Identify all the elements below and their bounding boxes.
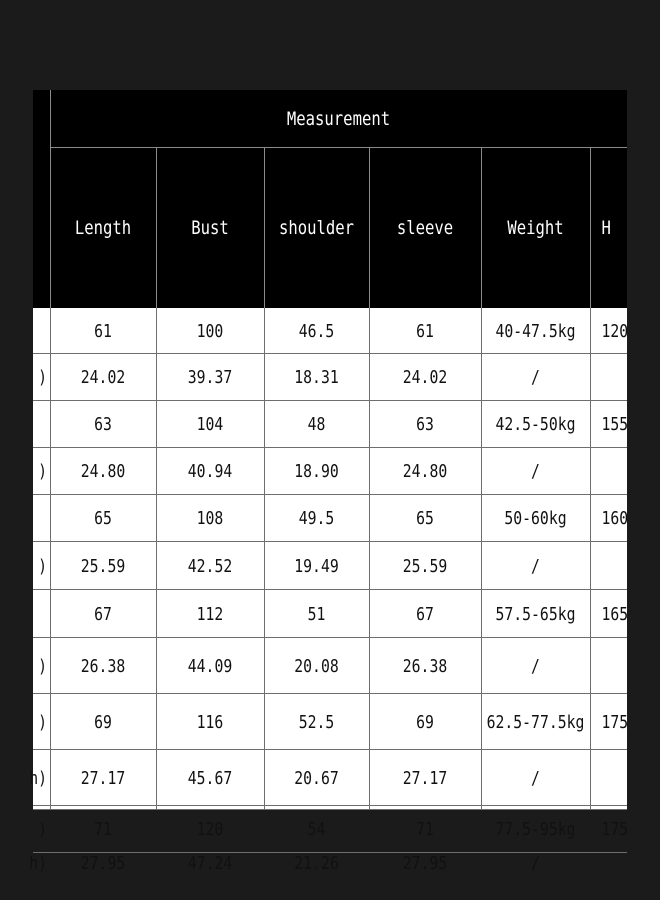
row-side-label — [27, 590, 47, 638]
table-cell — [590, 750, 632, 806]
column-header: shoulder — [278, 217, 355, 239]
table-cell: / — [531, 367, 540, 388]
col-line — [369, 308, 370, 810]
row-side-label: ) — [38, 655, 47, 677]
table-cell: / — [531, 555, 540, 577]
header-col-line — [369, 148, 370, 308]
col-line — [590, 308, 591, 810]
col-line — [50, 308, 51, 810]
row-side-label: ) — [38, 711, 47, 733]
table-cell: 116 — [196, 711, 224, 733]
table-cell: 44.09 — [187, 655, 233, 677]
table-cell: 160 — [601, 508, 629, 529]
table-cell: 65 — [94, 508, 112, 529]
table-cell: 27.95 — [80, 853, 126, 874]
table-cell: 175 — [601, 819, 629, 840]
row-side-label — [27, 401, 47, 448]
table-cell: 24.02 — [80, 367, 126, 388]
table-cell: 24.80 — [80, 461, 126, 482]
table-cell: 27.95 — [402, 853, 448, 874]
table-cell: 42.52 — [187, 555, 233, 577]
header-col-line — [50, 90, 51, 308]
table-cell: 155 — [601, 414, 629, 435]
table-cell: 67 — [416, 603, 434, 625]
table-cell: 24.02 — [402, 367, 448, 388]
col-line — [156, 308, 157, 810]
table-cell: 77.5-95kg — [495, 819, 576, 840]
table-cell: 165 — [601, 603, 629, 625]
column-header: sleeve — [396, 217, 454, 239]
table-cell: 112 — [196, 603, 224, 625]
row-side-label: h) — [29, 767, 47, 789]
table-cell: 175 — [601, 711, 629, 733]
header-col-line — [264, 148, 265, 308]
table-cell — [590, 448, 632, 495]
table-cell: 49.5 — [298, 508, 335, 529]
table-cell: 65 — [416, 508, 434, 529]
row-side-label: ) — [38, 555, 47, 577]
table-cell: 61 — [94, 320, 112, 342]
table-cell: 100 — [196, 320, 224, 342]
table-cell: 69 — [94, 711, 112, 733]
measurement-group-header: Measurement — [286, 108, 391, 130]
table-cell: 21.26 — [294, 853, 339, 874]
header-col-line — [481, 148, 482, 308]
table-cell: 40.94 — [187, 461, 233, 482]
table-cell: 71 — [416, 819, 434, 840]
row-side-label — [27, 495, 47, 542]
table-cell: 71 — [94, 819, 112, 840]
table-cell: 120 — [196, 819, 224, 840]
table-cell: 25.59 — [80, 555, 126, 577]
row-side-label: ) — [38, 819, 47, 840]
table-cell: 54 — [307, 819, 326, 840]
table-cell: 63 — [94, 414, 112, 435]
table-cell: 20.67 — [294, 767, 339, 789]
table-cell: 63 — [416, 414, 434, 435]
table-cell: 45.67 — [187, 767, 233, 789]
table-cell: / — [531, 655, 540, 677]
table-cell: 25.59 — [402, 555, 448, 577]
table-cell: 50-60kg — [504, 508, 567, 529]
column-header: Weight — [507, 217, 564, 239]
table-cell: 39.37 — [187, 367, 233, 388]
table-cell: 27.17 — [80, 767, 126, 789]
table-cell: 24.80 — [402, 461, 448, 482]
table-cell: 18.31 — [294, 367, 339, 388]
size-chart-table — [29, 90, 629, 874]
table-cell: 47.24 — [187, 853, 233, 874]
table-cell: 18.90 — [294, 461, 339, 482]
col-line — [481, 308, 482, 810]
table-cell: 48 — [307, 414, 326, 435]
table-cell: 69 — [416, 711, 434, 733]
table-cell: 40-47.5kg — [495, 320, 576, 342]
table-cell: 27.17 — [402, 767, 448, 789]
table-cell: 62.5-77.5kg — [486, 711, 585, 733]
table-cell: 120 — [601, 320, 629, 342]
table-cell: 108 — [196, 508, 224, 529]
row-side-label: h) — [29, 853, 47, 874]
table-cell: 46.5 — [298, 320, 335, 342]
table-cell: 52.5 — [298, 711, 335, 733]
table-cell: 67 — [94, 603, 112, 625]
table-cell: / — [531, 853, 540, 874]
row-divider — [33, 809, 627, 810]
table-cell — [590, 354, 632, 401]
column-header: H — [601, 217, 611, 239]
row-side-label: ) — [38, 461, 47, 482]
column-header: Bust — [191, 217, 229, 239]
table-cell: 20.08 — [294, 655, 339, 677]
column-header: Length — [74, 217, 132, 239]
header-col-line — [156, 148, 157, 308]
table-cell: 57.5-65kg — [495, 603, 576, 625]
table-cell: 51 — [307, 603, 326, 625]
table-cell: 42.5-50kg — [495, 414, 576, 435]
table-cell: 19.49 — [294, 555, 339, 577]
row-side-label: ) — [38, 367, 47, 388]
table-cell: 26.38 — [80, 655, 126, 677]
col-line — [264, 308, 265, 810]
table-cell — [590, 638, 632, 694]
row-side-label — [27, 308, 47, 354]
table-cell: / — [531, 767, 540, 789]
table-cell: / — [531, 461, 540, 482]
table-cell: 26.38 — [402, 655, 448, 677]
table-cell: 61 — [416, 320, 434, 342]
table-cell: 104 — [196, 414, 224, 435]
table-cell — [590, 542, 632, 590]
